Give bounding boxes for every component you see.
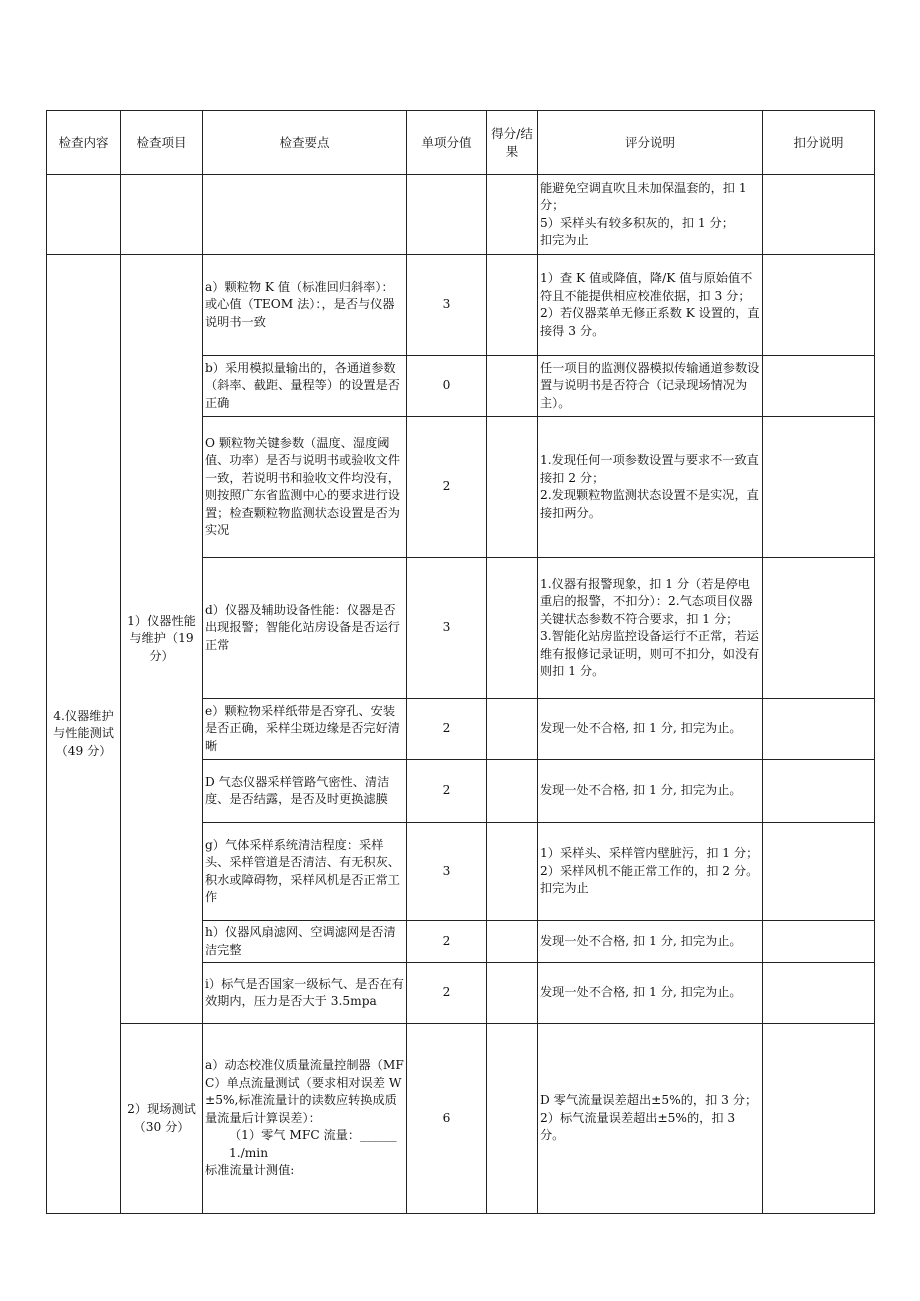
score-cell: 2	[407, 417, 487, 558]
note-line: 2）若仪器菜单无修正系数 K 设置的，直接得 3 分。	[540, 306, 760, 338]
result-cell	[487, 921, 538, 963]
notes-cell	[538, 921, 763, 963]
point-cell	[203, 1024, 407, 1214]
point-cell: D 气态仪器采样管路气密性、清洁度、是否结露，是否及时更换滤膜	[203, 760, 407, 823]
score-cell: 2	[407, 921, 487, 963]
score-cell: 2	[407, 760, 487, 823]
deduction-cell	[763, 417, 875, 558]
notes-cell	[538, 760, 763, 823]
note-line: 发现一处不合格, 扣 1 分, 扣完为止。	[540, 783, 742, 798]
empty-cell	[47, 175, 121, 255]
header-point: 检查要点	[203, 111, 407, 175]
empty-cell	[203, 175, 407, 255]
result-cell	[487, 963, 538, 1024]
note-line: 任一项目的监测仪器模拟传输通道参数设置与说明书是否符合（记录现场情况为主）。	[540, 360, 760, 410]
note-line: 1）查 K 值或降值，降/K 值与原始值不符且不能提供相应校准依据，扣 3 分；	[540, 271, 753, 303]
result-cell	[487, 823, 538, 921]
notes-cell	[538, 1024, 763, 1214]
note-line: 5）采样头有较多积灰的，扣 1 分；	[540, 215, 734, 230]
section-content-cell: 4.仪器维护与性能测试（49 分）	[47, 255, 121, 1214]
header-notes: 评分说明	[538, 111, 763, 175]
point-cell: a）颗粒物 K 值（标准回归斜率）：或心值（TEOM 法）：，是否与仪器说明书一致	[203, 255, 407, 356]
header-item: 检查项目	[121, 111, 203, 175]
notes-cell	[538, 699, 763, 760]
deduction-cell	[763, 823, 875, 921]
point-cell: h）仪器风扇滤网、空调滤网是否清洁完整	[203, 921, 407, 963]
group-item-cell: 1）仪器性能与维护（19 分）	[121, 255, 203, 1024]
group-item-cell: 2）现场测试（30 分）	[121, 1024, 203, 1214]
note-line: D 零气流量误差超出±5%的，扣 3 分；	[540, 1093, 758, 1108]
deduction-cell	[763, 921, 875, 963]
score-cell: 0	[407, 356, 487, 417]
header-content: 检查内容	[47, 111, 121, 175]
note-line: 1.发现任何一项参数设置与要求不一致直接扣 2 分；	[540, 453, 759, 485]
deduction-cell	[763, 356, 875, 417]
score-cell: 6	[407, 1024, 487, 1214]
inspection-table	[46, 110, 875, 1214]
note-line: 3.智能化站房监控设备运行不正常，若运维有报修记录证明，则可不扣分，如没有则扣 1 分。	[540, 629, 760, 678]
notes-cell	[538, 558, 763, 699]
empty-cell	[121, 175, 203, 255]
notes-cell	[538, 417, 763, 558]
notes-cell	[538, 356, 763, 417]
score-cell: 3	[407, 255, 487, 356]
note-line: 1.仪器有报警现象，扣 1 分（若是停电重启的报警，不扣分）：2.气态项目仪器关键状态参数不符合要求，扣 1 分；	[540, 576, 753, 626]
point-cell: O 颗粒物关键参数（温度、湿度阈值、功率）是否与说明书或验收文件一致，若说明书和验收文件均没有，则按照广东省监测中心的要求进行设置；检查颗粒物监测状态设置是否为实况	[203, 417, 407, 558]
deduction-cell	[763, 699, 875, 760]
score-cell: 3	[407, 823, 487, 921]
score-cell: 2	[407, 963, 487, 1024]
point-cell: g）气体采样系统清洁程度：采样头、采样管道是否清洁、有无积灰、积水或障碍物，采样风机是否正常工作	[203, 823, 407, 921]
note-line: 发现一处不合格, 扣 1 分, 扣完为止。	[540, 721, 742, 736]
note-line: 发现一处不合格, 扣 1 分, 扣完为止。	[540, 933, 742, 948]
result-cell	[487, 417, 538, 558]
point-cell: d）仪器及辅助设备性能：仪器是否出现报警；智能化站房设备是否运行正常	[203, 558, 407, 699]
deduction-cell	[763, 175, 875, 255]
header-score: 单项分值	[407, 111, 487, 175]
result-cell	[487, 1024, 538, 1214]
notes-cell	[538, 823, 763, 921]
result-cell	[487, 356, 538, 417]
deduction-cell	[763, 1024, 875, 1214]
deduction-cell	[763, 558, 875, 699]
result-cell	[487, 699, 538, 760]
note-line: 发现一处不合格, 扣 1 分, 扣完为止。	[540, 985, 742, 1000]
note-line: 扣完为止	[540, 233, 589, 247]
point-cell: i）标气是否国家一级标气、是否在有效期内，压力是否大于 3.5mpa	[203, 963, 407, 1024]
point-extra-line: （1）零气 MFC 流量：______ 1./min	[229, 1128, 397, 1160]
point-text: a）动态校准仪质量流量控制器（MFC）单点流量测试（要求相对误差 W±5%,标准流量计的读数应转换成质量流量后计算误差）：	[205, 1058, 404, 1125]
deduction-cell	[763, 255, 875, 356]
result-cell	[487, 760, 538, 823]
notes-cell	[538, 255, 763, 356]
empty-cell	[487, 175, 538, 255]
point-extra-line: 标准流量计测值:	[205, 1163, 295, 1178]
note-line: 能避免空调直吹且未加保温套的，扣 1 分；	[540, 180, 747, 212]
notes-cell	[538, 175, 763, 255]
result-cell	[487, 255, 538, 356]
note-line: 2）采样风机不能正常工作的，扣 2 分。	[540, 863, 759, 878]
note-line: 1）采样头、采样管内壁脏污，扣 1 分；	[540, 846, 759, 861]
note-line: 扣完为止	[540, 881, 589, 896]
empty-cell	[407, 175, 487, 255]
header-deduction: 扣分说明	[763, 111, 875, 175]
point-cell: e）颗粒物采样纸带是否穿孔、安装是否正确，采样尘斑边缘是否完好清晰	[203, 699, 407, 760]
score-cell: 3	[407, 558, 487, 699]
table-row	[47, 255, 875, 356]
note-line: 2.发现颗粒物监测状态设置不是实况，直接扣两分。	[540, 488, 759, 520]
continuation-row	[47, 175, 875, 255]
deduction-cell	[763, 760, 875, 823]
table-row	[47, 1024, 875, 1214]
note-line: 2）标气流量误差超出±5%的，扣 3 分。	[540, 1110, 736, 1143]
header-row	[47, 111, 875, 175]
score-cell: 2	[407, 699, 487, 760]
point-cell: b）采用模拟量输出的，各通道参数（斜率、截距、量程等）的设置是否正确	[203, 356, 407, 417]
deduction-cell	[763, 963, 875, 1024]
notes-cell	[538, 963, 763, 1024]
header-result: 得分/结果	[487, 111, 538, 175]
result-cell	[487, 558, 538, 699]
